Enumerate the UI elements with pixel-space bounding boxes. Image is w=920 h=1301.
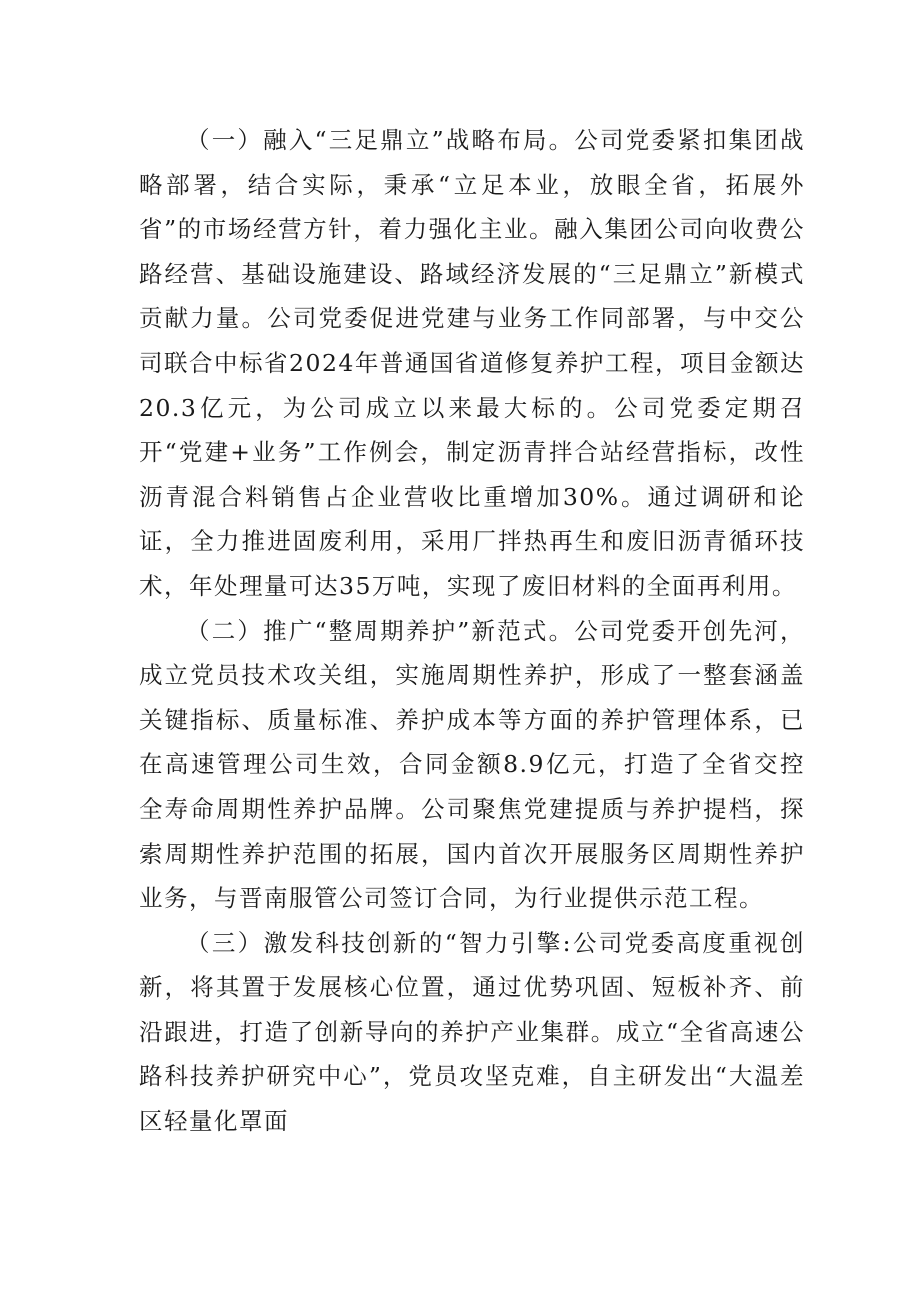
paragraph-1: （一）融入“三足鼎立”战略布局。公司党委紧扣集团战略部署，结合实际，秉承“立足本业，放眼全省，拓展外省”的市场经营方针，着力强化主业。融入集团公司向收费公路经营、基础设施建设、路域经济发展的“三足鼎立”新模式贡献力量。公司党委促进党建与业务工作同部署，与中交公司联合中标省2024年普通国省道修复养护工程，项目金额达20.3亿元，为公司成立以来最大标的。公司党委定期召开“党建+业务”工作例会，制定沥青拌合站经营指标，改性沥青混合料销售占企业营收比重增加30%。通过调研和论证，全力推进固废利用，采用厂拌热再生和废旧沥青循环技术，年处理量可达35万吨，实现了废旧材料的全面再利用。 bbox=[139, 126, 805, 600]
paragraph-3: （三）激发科技创新的“智力引擎:公司党委高度重视创新，将其置于发展核心位置，通过优势巩固、短板补齐、前沿跟进，打造了创新导向的养护产业集群。成立“全省高速公路科技养护研究中心”，党员攻坚克难，自主研发出“大温差区轻量化罩面 bbox=[139, 928, 805, 1136]
document-body bbox=[139, 118, 805, 1144]
paragraph-2: （二）推广“整周期养护”新范式。公司党委开创先河，成立党员技术攻关组，实施周期性养护，形成了一整套涵盖关键指标、质量标准、养护成本等方面的养护管理体系，已在高速管理公司生效，合同金额8.9亿元，打造了全省交控全寿命周期性养护品牌。公司聚焦党建提质与养护提档，探索周期性养护范围的拓展，国内首次开展服务区周期性养护业务，与晋南服管公司签订合同，为行业提供示范工程。 bbox=[139, 616, 805, 913]
